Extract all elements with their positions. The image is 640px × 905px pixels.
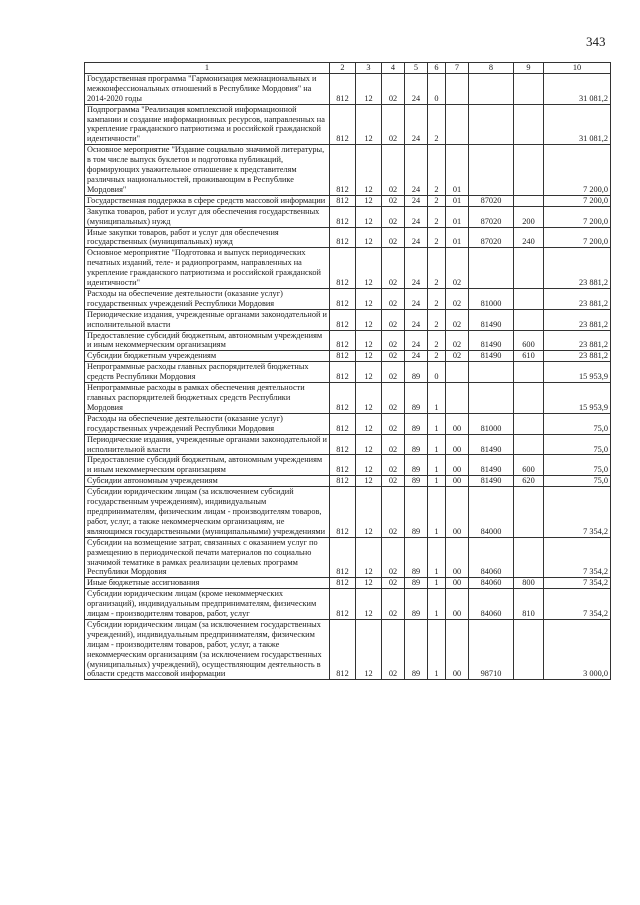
subsection-code: 02	[382, 104, 405, 145]
subsection-code: 02	[382, 206, 405, 227]
expense-direction-code	[469, 383, 514, 414]
subprogram-code: 2	[428, 309, 446, 330]
amount: 23 881,2	[544, 248, 611, 289]
expense-direction-code: 81490	[469, 434, 514, 455]
column-header: 5	[405, 63, 428, 74]
expense-type-code	[514, 288, 544, 309]
row-description: Иные бюджетные ассигнования	[85, 578, 330, 589]
admin-code: 812	[330, 330, 356, 351]
section-code: 12	[356, 578, 382, 589]
section-code: 12	[356, 206, 382, 227]
table-row	[85, 537, 611, 578]
table-row	[85, 206, 611, 227]
subprogram-code: 1	[428, 578, 446, 589]
page-number: 343	[586, 34, 606, 49]
expense-type-code	[514, 537, 544, 578]
table-row	[85, 434, 611, 455]
program-code: 24	[405, 351, 428, 362]
expense-type-code: 240	[514, 227, 544, 248]
amount: 75,0	[544, 434, 611, 455]
program-code: 89	[405, 476, 428, 487]
program-code: 89	[405, 455, 428, 476]
activity-code	[446, 104, 469, 145]
amount: 31 081,2	[544, 104, 611, 145]
subprogram-code: 2	[428, 288, 446, 309]
amount: 75,0	[544, 455, 611, 476]
table-row	[85, 476, 611, 487]
row-description: Субсидии юридическим лицам (за исключением государственных учреждений), индивидуальным предпринимателям, физическим лицам - производителям товаров, работ, услуг, а также некоммерческим организациям (за исключением государственных (муниципальных) учреждений), осуществляющим деятельность в области средств массовой информации	[85, 619, 330, 679]
table-row	[85, 351, 611, 362]
activity-code: 00	[446, 455, 469, 476]
subsection-code: 02	[382, 330, 405, 351]
program-code: 24	[405, 145, 428, 196]
expense-direction-code	[469, 362, 514, 383]
amount: 7 200,0	[544, 195, 611, 206]
subsection-code: 02	[382, 619, 405, 679]
row-description: Предоставление субсидий бюджетным, автономным учреждениям и иным некоммерческим организациям	[85, 330, 330, 351]
admin-code: 812	[330, 309, 356, 330]
table-row	[85, 362, 611, 383]
subprogram-code: 2	[428, 145, 446, 196]
table-row	[85, 487, 611, 538]
row-description: Расходы на обеспечение деятельности (оказание услуг) государственных учреждений Республики Мордовия	[85, 413, 330, 434]
admin-code: 812	[330, 619, 356, 679]
expense-direction-code: 81490	[469, 351, 514, 362]
expense-direction-code: 87020	[469, 206, 514, 227]
expense-type-code	[514, 413, 544, 434]
section-code: 12	[356, 227, 382, 248]
subsection-code: 02	[382, 362, 405, 383]
activity-code: 02	[446, 351, 469, 362]
subsection-code: 02	[382, 288, 405, 309]
expense-type-code	[514, 145, 544, 196]
expense-type-code: 600	[514, 330, 544, 351]
row-description: Субсидии юридическим лицам (за исключением субсидий государственным учреждениям), индивидуальным предпринимателям, физическим лицам - производителям товаров, работ, услуг, а также некоммерческим организациям, не являющимся государственными (муниципальными) учреждениями	[85, 487, 330, 538]
row-description: Непрограммные расходы главных распорядителей бюджетных средств Республики Мордовия	[85, 362, 330, 383]
section-code: 12	[356, 413, 382, 434]
admin-code: 812	[330, 537, 356, 578]
activity-code	[446, 362, 469, 383]
section-code: 12	[356, 362, 382, 383]
amount: 7 200,0	[544, 227, 611, 248]
amount: 15 953,9	[544, 383, 611, 414]
expense-direction-code	[469, 73, 514, 104]
subsection-code: 02	[382, 487, 405, 538]
program-code: 24	[405, 248, 428, 289]
expense-direction-code: 81490	[469, 309, 514, 330]
expense-type-code: 810	[514, 589, 544, 620]
activity-code: 01	[446, 145, 469, 196]
expense-type-code: 800	[514, 578, 544, 589]
admin-code: 812	[330, 104, 356, 145]
table-row	[85, 248, 611, 289]
subprogram-code: 2	[428, 195, 446, 206]
column-header: 9	[514, 63, 544, 74]
row-description: Иные закупки товаров, работ и услуг для обеспечения государственных (муниципальных) нужд	[85, 227, 330, 248]
subprogram-code: 0	[428, 73, 446, 104]
amount: 7 354,2	[544, 487, 611, 538]
section-code: 12	[356, 619, 382, 679]
row-description: Государственная поддержка в сфере средств массовой информации	[85, 195, 330, 206]
amount: 7 354,2	[544, 578, 611, 589]
expense-direction-code: 84060	[469, 537, 514, 578]
admin-code: 812	[330, 195, 356, 206]
subprogram-code: 1	[428, 413, 446, 434]
admin-code: 812	[330, 455, 356, 476]
amount: 23 881,2	[544, 288, 611, 309]
section-code: 12	[356, 487, 382, 538]
amount: 23 881,2	[544, 351, 611, 362]
subprogram-code: 2	[428, 351, 446, 362]
section-code: 12	[356, 455, 382, 476]
admin-code: 812	[330, 434, 356, 455]
expense-direction-code: 98710	[469, 619, 514, 679]
table-row	[85, 619, 611, 679]
section-code: 12	[356, 476, 382, 487]
section-code: 12	[356, 434, 382, 455]
activity-code: 01	[446, 195, 469, 206]
section-code: 12	[356, 589, 382, 620]
expense-direction-code: 81490	[469, 476, 514, 487]
section-code: 12	[356, 248, 382, 289]
section-code: 12	[356, 537, 382, 578]
row-description: Субсидии на возмещение затрат, связанных с оказанием услуг по размещению в периодической печати материалов по социально значимой тематике в рамках реализации целевых программ Республики Мордовия	[85, 537, 330, 578]
subprogram-code: 1	[428, 455, 446, 476]
row-description: Субсидии автономным учреждениям	[85, 476, 330, 487]
admin-code: 812	[330, 383, 356, 414]
expense-direction-code: 87020	[469, 195, 514, 206]
amount: 15 953,9	[544, 362, 611, 383]
expense-direction-code: 81490	[469, 330, 514, 351]
amount: 75,0	[544, 413, 611, 434]
program-code: 24	[405, 206, 428, 227]
expense-type-code	[514, 383, 544, 414]
program-code: 89	[405, 434, 428, 455]
activity-code: 01	[446, 227, 469, 248]
expense-type-code: 600	[514, 455, 544, 476]
row-description: Закупка товаров, работ и услуг для обеспечения государственных (муниципальных) нужд	[85, 206, 330, 227]
program-code: 24	[405, 288, 428, 309]
expense-direction-code	[469, 104, 514, 145]
subsection-code: 02	[382, 227, 405, 248]
expense-direction-code: 84060	[469, 589, 514, 620]
section-code: 12	[356, 73, 382, 104]
subprogram-code: 2	[428, 104, 446, 145]
admin-code: 812	[330, 206, 356, 227]
row-description: Непрограммные расходы в рамках обеспечения деятельности главных распорядителей бюджетных средств Республики Мордовия	[85, 383, 330, 414]
column-header: 6	[428, 63, 446, 74]
table-row	[85, 589, 611, 620]
admin-code: 812	[330, 589, 356, 620]
expense-direction-code: 81490	[469, 455, 514, 476]
subsection-code: 02	[382, 413, 405, 434]
subprogram-code: 2	[428, 206, 446, 227]
expense-type-code	[514, 487, 544, 538]
activity-code: 00	[446, 487, 469, 538]
expense-type-code	[514, 248, 544, 289]
program-code: 24	[405, 195, 428, 206]
section-code: 12	[356, 195, 382, 206]
admin-code: 812	[330, 578, 356, 589]
amount: 7 354,2	[544, 589, 611, 620]
section-code: 12	[356, 104, 382, 145]
program-code: 24	[405, 227, 428, 248]
row-description: Периодические издания, учрежденные органами законодательной и исполнительной власти	[85, 434, 330, 455]
activity-code: 00	[446, 434, 469, 455]
expense-direction-code: 84000	[469, 487, 514, 538]
column-header: 4	[382, 63, 405, 74]
activity-code	[446, 73, 469, 104]
program-code: 24	[405, 309, 428, 330]
subprogram-code: 1	[428, 434, 446, 455]
section-code: 12	[356, 330, 382, 351]
activity-code: 00	[446, 413, 469, 434]
subprogram-code: 1	[428, 476, 446, 487]
table-row	[85, 145, 611, 196]
activity-code: 01	[446, 206, 469, 227]
subsection-code: 02	[382, 248, 405, 289]
row-description: Основное мероприятие "Издание социально значимой литературы, в том числе выпуск буклетов и подготовка публикаций, формирующих уважительное отношение к представителям различных национальностей, проживающим в Республике Мордовия"	[85, 145, 330, 196]
subsection-code: 02	[382, 145, 405, 196]
expense-direction-code: 81000	[469, 288, 514, 309]
admin-code: 812	[330, 145, 356, 196]
column-header: 3	[356, 63, 382, 74]
activity-code: 00	[446, 589, 469, 620]
subsection-code: 02	[382, 73, 405, 104]
subsection-code: 02	[382, 589, 405, 620]
section-code: 12	[356, 145, 382, 196]
expense-type-code: 200	[514, 206, 544, 227]
row-description: Субсидии юридическим лицам (кроме некоммерческих организаций), индивидуальным предпринимателям, физическим лицам - производителям товаров, работ, услуг	[85, 589, 330, 620]
subprogram-code: 2	[428, 248, 446, 289]
activity-code: 02	[446, 330, 469, 351]
row-description: Подпрограмма "Реализация комплексной информационной кампании и создание информационных ресурсов, направленных на укрепление гражданского патриотизма и российской гражданской идентичности"	[85, 104, 330, 145]
row-description: Субсидии бюджетным учреждениям	[85, 351, 330, 362]
expense-direction-code	[469, 145, 514, 196]
admin-code: 812	[330, 73, 356, 104]
table-row	[85, 455, 611, 476]
table-row	[85, 288, 611, 309]
table-row	[85, 227, 611, 248]
expense-type-code	[514, 362, 544, 383]
section-code: 12	[356, 351, 382, 362]
subsection-code: 02	[382, 476, 405, 487]
column-header: 7	[446, 63, 469, 74]
subprogram-code: 2	[428, 330, 446, 351]
subprogram-code: 1	[428, 589, 446, 620]
section-code: 12	[356, 383, 382, 414]
program-code: 89	[405, 413, 428, 434]
program-code: 24	[405, 73, 428, 104]
section-code: 12	[356, 288, 382, 309]
program-code: 89	[405, 537, 428, 578]
admin-code: 812	[330, 248, 356, 289]
subprogram-code: 1	[428, 537, 446, 578]
amount: 23 881,2	[544, 309, 611, 330]
subsection-code: 02	[382, 537, 405, 578]
subsection-code: 02	[382, 383, 405, 414]
amount: 75,0	[544, 476, 611, 487]
subsection-code: 02	[382, 434, 405, 455]
section-code: 12	[356, 309, 382, 330]
table-row	[85, 413, 611, 434]
admin-code: 812	[330, 227, 356, 248]
table-row	[85, 309, 611, 330]
column-header: 1	[85, 63, 330, 74]
row-description: Расходы на обеспечение деятельности (оказание услуг) государственных учреждений Республики Мордовия	[85, 288, 330, 309]
expense-type-code	[514, 195, 544, 206]
program-code: 89	[405, 578, 428, 589]
subsection-code: 02	[382, 309, 405, 330]
amount: 31 081,2	[544, 73, 611, 104]
table-row	[85, 104, 611, 145]
table-row	[85, 383, 611, 414]
expense-type-code	[514, 104, 544, 145]
table-row	[85, 195, 611, 206]
activity-code: 00	[446, 619, 469, 679]
expense-direction-code: 84060	[469, 578, 514, 589]
activity-code: 00	[446, 476, 469, 487]
table-header-row	[85, 63, 611, 74]
row-description: Предоставление субсидий бюджетным, автономным учреждениям и иным некоммерческим организациям	[85, 455, 330, 476]
admin-code: 812	[330, 487, 356, 538]
subsection-code: 02	[382, 195, 405, 206]
expense-type-code	[514, 309, 544, 330]
expense-type-code	[514, 73, 544, 104]
expense-type-code	[514, 434, 544, 455]
program-code: 89	[405, 619, 428, 679]
subprogram-code: 1	[428, 487, 446, 538]
subprogram-code: 1	[428, 383, 446, 414]
subsection-code: 02	[382, 578, 405, 589]
activity-code: 00	[446, 578, 469, 589]
budget-table	[84, 62, 611, 680]
row-description: Государственная программа "Гармонизация межнациональных и межконфессиональных отношений в Республике Мордовия" на 2014-2020 годы	[85, 73, 330, 104]
expense-direction-code: 81000	[469, 413, 514, 434]
table-row	[85, 578, 611, 589]
admin-code: 812	[330, 413, 356, 434]
program-code: 24	[405, 330, 428, 351]
expense-type-code	[514, 619, 544, 679]
activity-code: 02	[446, 288, 469, 309]
program-code: 89	[405, 362, 428, 383]
admin-code: 812	[330, 362, 356, 383]
admin-code: 812	[330, 476, 356, 487]
program-code: 89	[405, 589, 428, 620]
table-row	[85, 73, 611, 104]
expense-direction-code	[469, 248, 514, 289]
program-code: 89	[405, 487, 428, 538]
amount: 7 200,0	[544, 145, 611, 196]
expense-direction-code: 87020	[469, 227, 514, 248]
subprogram-code: 2	[428, 227, 446, 248]
activity-code	[446, 383, 469, 414]
table-row	[85, 330, 611, 351]
activity-code: 02	[446, 248, 469, 289]
column-header: 10	[544, 63, 611, 74]
amount: 7 354,2	[544, 537, 611, 578]
row-description: Периодические издания, учрежденные органами законодательной и исполнительной власти	[85, 309, 330, 330]
activity-code: 00	[446, 537, 469, 578]
subprogram-code: 1	[428, 619, 446, 679]
admin-code: 812	[330, 351, 356, 362]
amount: 3 000,0	[544, 619, 611, 679]
column-header: 2	[330, 63, 356, 74]
program-code: 89	[405, 383, 428, 414]
program-code: 24	[405, 104, 428, 145]
amount: 7 200,0	[544, 206, 611, 227]
expense-type-code: 610	[514, 351, 544, 362]
amount: 23 881,2	[544, 330, 611, 351]
column-header: 8	[469, 63, 514, 74]
admin-code: 812	[330, 288, 356, 309]
subsection-code: 02	[382, 351, 405, 362]
expense-type-code: 620	[514, 476, 544, 487]
subsection-code: 02	[382, 455, 405, 476]
row-description: Основное мероприятие "Подготовка и выпуск периодических печатных изданий, теле- и радиопрограмм, направленных на укрепление гражданского патриотизма и российской гражданской идентичности"	[85, 248, 330, 289]
activity-code: 02	[446, 309, 469, 330]
subprogram-code: 0	[428, 362, 446, 383]
